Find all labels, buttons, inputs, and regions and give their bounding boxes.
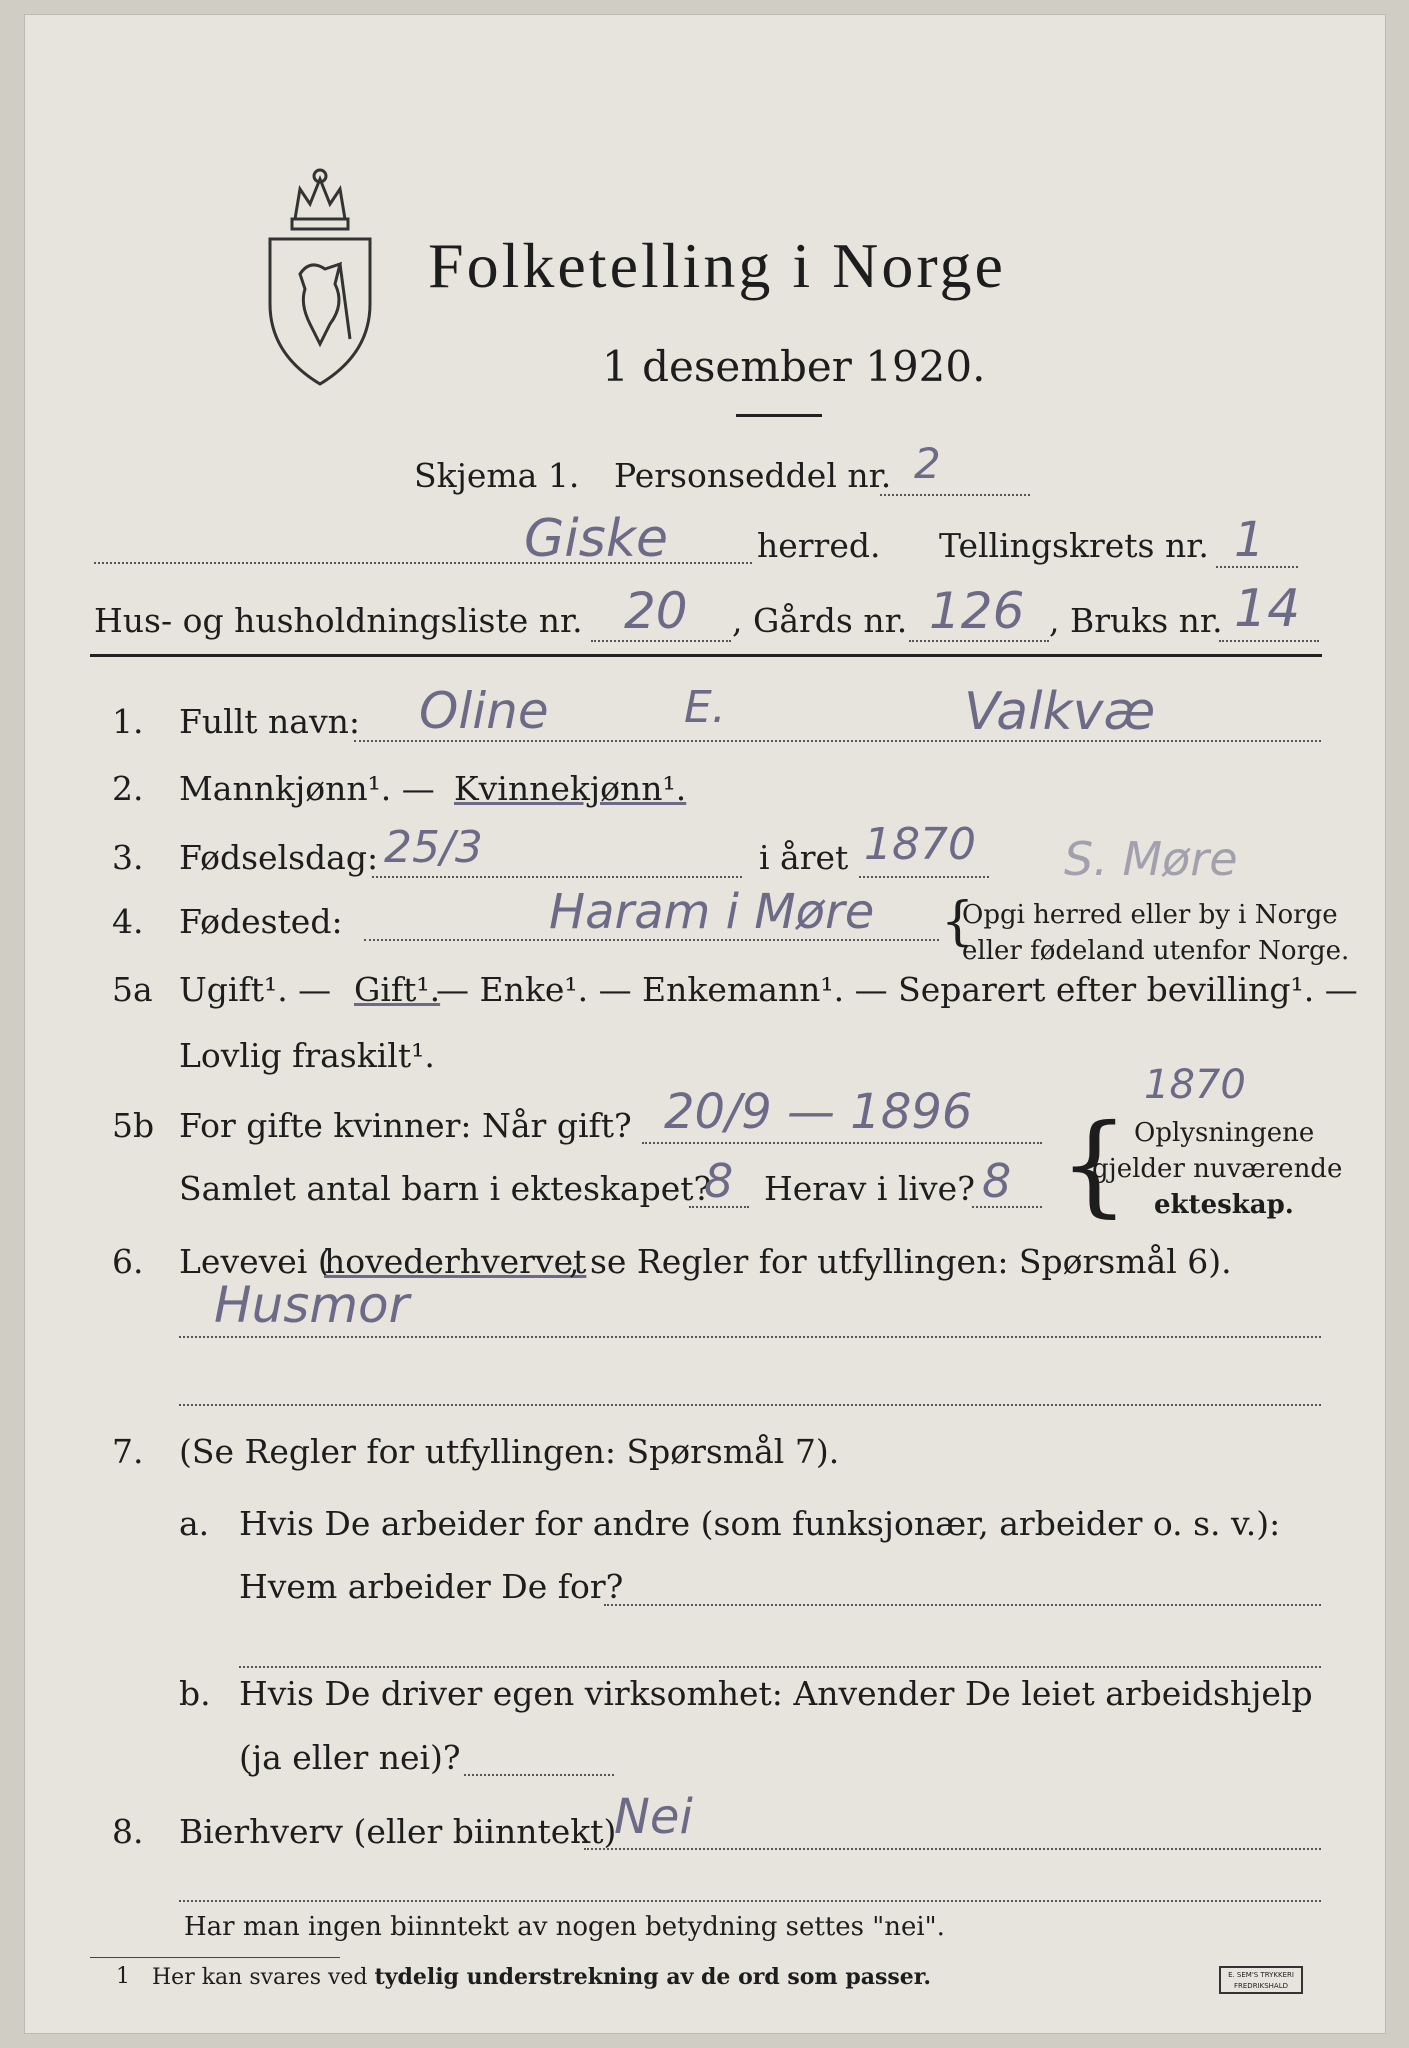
q4-note-line2: eller fødeland utenfor Norge. — [962, 936, 1350, 966]
gards-value: 126 — [929, 582, 1025, 640]
q7b-question: (ja eller nei)? — [239, 1738, 461, 1777]
q5b-date-field-line — [642, 1142, 1042, 1144]
q7b-letter: b. — [179, 1674, 211, 1713]
footnote-mark: 1 — [116, 1964, 130, 1989]
census-date: 1 desember 1920. — [602, 342, 986, 391]
krets-value: 1 — [1234, 512, 1265, 568]
q7b-field-line — [464, 1774, 614, 1776]
q3-margin-note: S. Møre — [1064, 832, 1238, 886]
q2-option-female: Kvinnekjønn¹. — [454, 769, 687, 808]
q2-option-male: Mannkjønn¹. — — [179, 769, 435, 808]
q7a-field-line-2 — [239, 1666, 1321, 1668]
census-form — [24, 14, 1386, 2034]
liste-value: 20 — [624, 582, 688, 640]
q1-field-line — [354, 740, 1321, 742]
q3-year-field-line — [859, 876, 989, 878]
q5b-marriage-date: 20/9 — 1896 — [664, 1084, 973, 1140]
q5b-note-line3: ekteskap. — [1154, 1190, 1294, 1220]
form-title: Folketelling i Norge — [428, 230, 1006, 301]
personseddel-label: Personseddel nr. — [614, 456, 892, 495]
q5b-number: 5b — [112, 1106, 155, 1145]
q1-number: 1. — [112, 702, 144, 741]
printer-stamp-line1: E. SEM'S TRYKKERI — [1228, 1971, 1294, 1979]
printer-stamp-line2: FREDRIKSHALD — [1233, 1982, 1288, 1990]
footnote-text — [152, 1964, 931, 1990]
q6-number: 6. — [112, 1242, 144, 1281]
q7a-field-line-1 — [604, 1604, 1321, 1606]
q4-label: Fødested: — [179, 902, 343, 941]
q3-birth-date: 25/3 — [384, 822, 483, 873]
q6-label-emphasis: hovederhvervet — [324, 1242, 587, 1281]
q4-number: 4. — [112, 902, 144, 941]
herred-value: Giske — [524, 509, 668, 569]
personseddel-field-line — [880, 494, 1030, 496]
q3-birth-year: 1870 — [864, 819, 976, 870]
q6-label-end: , se Regler for utfyllingen: Spørsmål 6). — [569, 1242, 1232, 1281]
q5b-note-line2: gjelder nuværende — [1092, 1154, 1343, 1184]
footnote-rule — [90, 1957, 340, 1958]
bruks-label: , Bruks nr. — [1049, 601, 1223, 640]
coat-of-arms-icon — [250, 164, 390, 389]
schema-label: Skjema 1. — [414, 456, 580, 495]
q5b-extra-note: 1870 — [1144, 1062, 1246, 1108]
q5a-option-unmarried: Ugift¹. — — [179, 970, 332, 1009]
liste-field-line — [591, 640, 731, 642]
q8-number: 8. — [112, 1812, 144, 1851]
gards-label: , Gårds nr. — [732, 601, 908, 640]
q5a-option-divorced: Lovlig fraskilt¹. — [179, 1036, 435, 1075]
q4-note-line1: Opgi herred eller by i Norge — [962, 900, 1338, 930]
q8-field-line-2 — [179, 1900, 1321, 1902]
q1-middle-initial: E. — [684, 682, 726, 733]
q7a-letter: a. — [179, 1504, 210, 1543]
q6-field-line-2 — [179, 1404, 1321, 1406]
q5a-options-rest: — Enke¹. — Enkemann¹. — Separert efter bevilling¹. — — [436, 970, 1358, 1009]
herred-label: herred. — [757, 526, 881, 565]
q5b-note-brace: { — [1059, 1100, 1129, 1228]
personseddel-value: 2 — [914, 439, 941, 488]
footnote-text-start: Her kan svares ved — [152, 1965, 375, 1990]
title-divider — [736, 414, 822, 417]
q6-label-start: Levevei ( — [179, 1242, 331, 1281]
q7-label: (Se Regler for utfyllingen: Spørsmål 7). — [179, 1432, 840, 1471]
q5b-note-line1: Oplysningene — [1134, 1118, 1315, 1148]
liste-label: Hus- og husholdningsliste nr. — [94, 601, 583, 640]
q5b-alive-label: Herav i live? — [764, 1169, 975, 1208]
q1-last-name: Valkvæ — [964, 682, 1156, 742]
printer-stamp — [1219, 1966, 1303, 1994]
q5b-children-label: Samlet antal barn i ekteskapet? — [179, 1169, 712, 1208]
q1-first-name: Oline — [419, 682, 549, 740]
q8-field-line-1 — [584, 1848, 1321, 1850]
q5b-label: For gifte kvinner: Når gift? — [179, 1106, 632, 1145]
q3-date-field-line — [372, 876, 742, 878]
q5b-alive-value: 8 — [982, 1154, 1012, 1208]
q7a-label: Hvis De arbeider for andre (som funksjonær, arbeider o. s. v.): — [239, 1504, 1281, 1543]
q5b-children-value: 8 — [704, 1154, 734, 1208]
q8-value: Nei — [614, 1789, 693, 1845]
q2-number: 2. — [112, 769, 144, 808]
q1-label: Fullt navn: — [179, 702, 360, 741]
q6-field-line-1 — [179, 1336, 1321, 1338]
bruks-value: 14 — [1234, 579, 1301, 639]
gards-field-line — [909, 640, 1049, 642]
q5a-number: 5a — [112, 970, 153, 1009]
q7a-question: Hvem arbeider De for? — [239, 1567, 624, 1606]
q5a-option-married: Gift¹. — [354, 970, 441, 1009]
q3-number: 3. — [112, 838, 144, 877]
q6-occupation: Husmor — [214, 1276, 410, 1334]
krets-label: Tellingskrets nr. — [939, 526, 1209, 565]
q7b-label: Hvis De driver egen virksomhet: Anvender De leiet arbeidshjelp — [239, 1674, 1313, 1713]
footer-note: Har man ingen biinntekt av nogen betydning settes "nei". — [184, 1912, 945, 1942]
footnote-text-emphasis: tydelig understrekning av de ord som passer. — [374, 1964, 932, 1990]
q4-note-brace: { — [941, 892, 975, 952]
q8-label: Bierhverv (eller biinntekt) — [179, 1812, 617, 1851]
q7-number: 7. — [112, 1432, 144, 1471]
q4-birthplace: Haram i Møre — [549, 884, 875, 940]
q3-label: Fødselsdag: — [179, 838, 379, 877]
header-rule — [90, 654, 1322, 657]
bruks-field-line — [1219, 640, 1319, 642]
q3-year-label: i året — [759, 838, 849, 877]
